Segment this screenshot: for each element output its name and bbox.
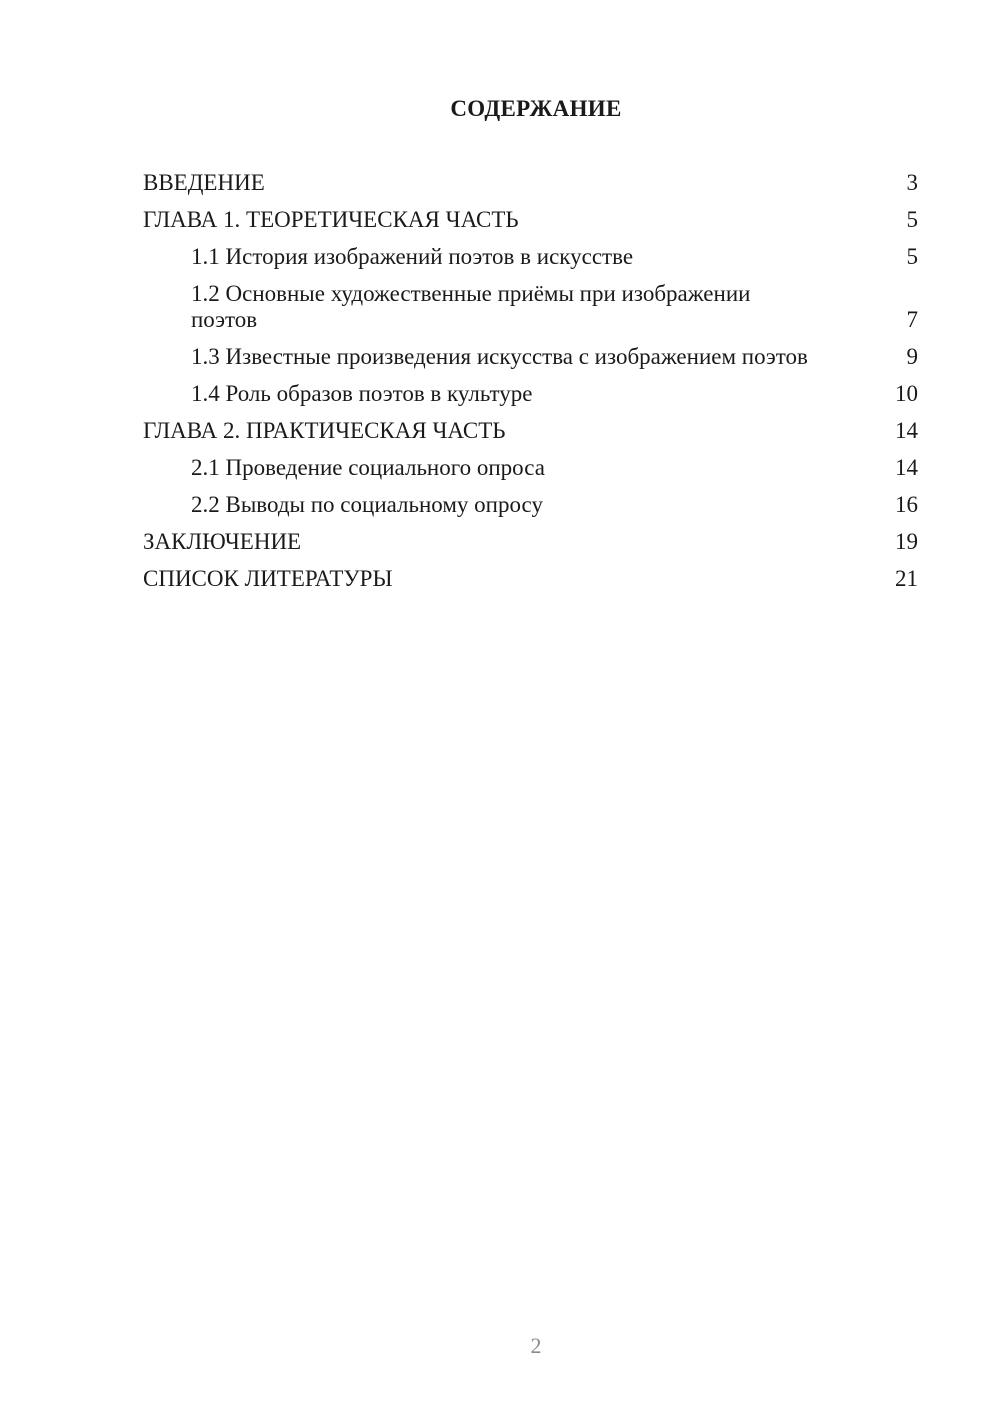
toc-entry-label: ГЛАВА 2. ПРАКТИЧЕСКАЯ ЧАСТЬ (143, 418, 506, 443)
toc-entry-label: ЗАКЛЮЧЕНИЕ (143, 529, 302, 554)
toc-entry-section-1-3 (143, 344, 918, 370)
toc-entry-label: 1.1 История изображений поэтов в искусстве (191, 244, 634, 269)
toc-entry-page: 14 (895, 418, 918, 443)
toc-entry-page: 10 (895, 381, 918, 406)
toc-entry-section-2-1 (143, 455, 918, 481)
toc-entry-label: СПИСОК ЛИТЕРАТУРЫ (143, 566, 393, 591)
table-of-contents (143, 170, 918, 603)
toc-entry-page: 5 (906, 244, 918, 269)
toc-entry-page: 7 (906, 307, 918, 332)
toc-entry-page: 14 (895, 455, 918, 480)
toc-entry-section-1-1 (143, 244, 918, 270)
toc-entry-label: 1.4 Роль образов поэтов в культуре (191, 381, 533, 406)
toc-entry-chapter-2 (143, 418, 918, 444)
page-number: 2 (530, 1333, 542, 1358)
toc-entry-label: ВВЕДЕНИЕ (143, 170, 265, 195)
toc-entry-introduction (143, 170, 918, 196)
page-title: СОДЕРЖАНИЕ (450, 96, 622, 121)
toc-entry-page: 5 (906, 207, 918, 232)
toc-entry-page: 16 (895, 492, 918, 517)
toc-entry-section-1-4 (143, 381, 918, 407)
toc-entry-label: ГЛАВА 1. ТЕОРЕТИЧЕСКАЯ ЧАСТЬ (143, 207, 519, 232)
toc-entry-chapter-1 (143, 207, 918, 233)
toc-entry-page: 9 (906, 344, 918, 369)
toc-entry-label: 1.3 Известные произведения искусства с изображением поэтов (191, 344, 808, 369)
toc-entry-references (143, 566, 918, 592)
toc-entry-page: 21 (895, 566, 918, 591)
toc-entry-section-1-2 (143, 281, 918, 333)
toc-entry-page: 3 (906, 170, 918, 195)
toc-entry-section-2-2 (143, 492, 918, 518)
toc-entry-conclusion (143, 529, 918, 555)
toc-entry-label: 2.1 Проведение социального опроса (191, 455, 545, 480)
toc-entry-label: 2.2 Выводы по социальному опросу (191, 492, 543, 517)
toc-entry-label: 1.2 Основные художественные приёмы при изображении поэтов (191, 281, 751, 332)
toc-entry-page: 19 (895, 529, 918, 554)
